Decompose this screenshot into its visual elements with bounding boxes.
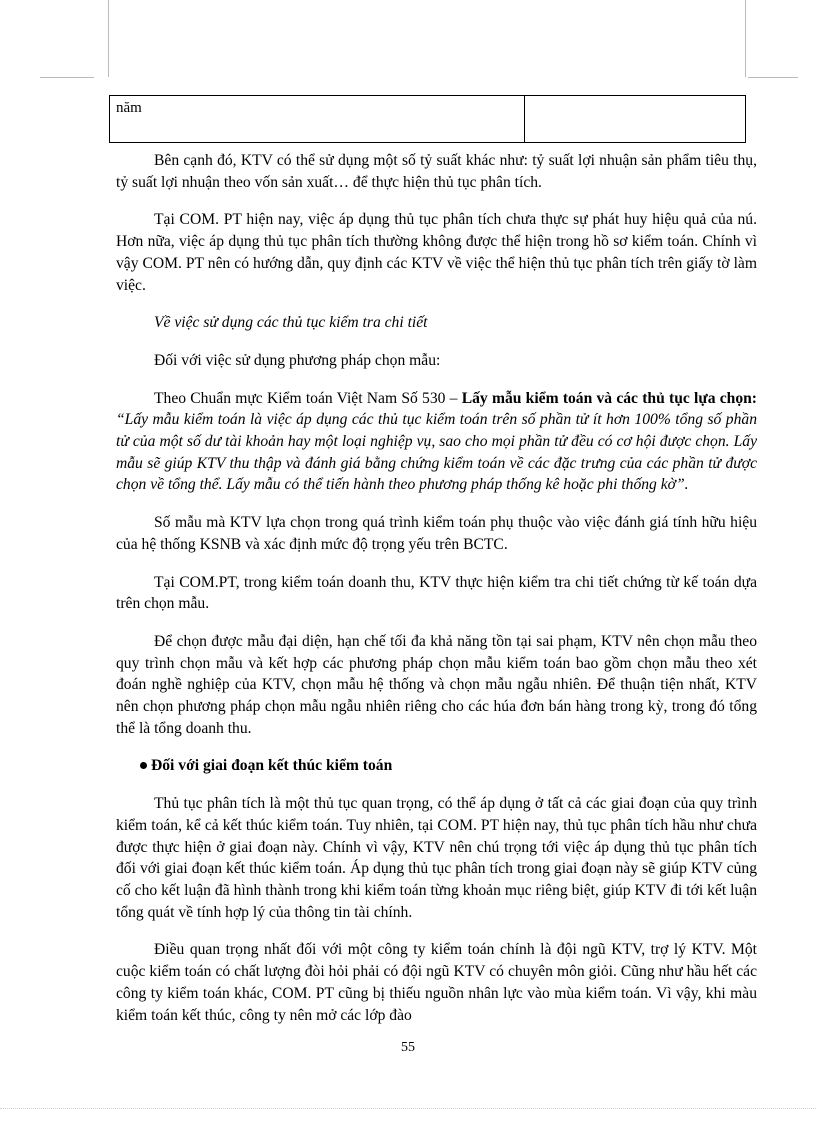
- paragraph: Tại COM. PT hiện nay, việc áp dụng thủ tục phân tích chưa thực sự phát huy hiệu quả của nú. Hơn nữa, việc áp dụng thủ tục phân tích thường không được thể hiện trong hồ sơ kiểm toán. Chính vì vậy COM. PT nên có hướng dẫn, quy định các KTV về việc thể hiện thủ tục phân tích trên giấy tờ làm việc.: [116, 211, 757, 294]
- crop-mark-top-right-horizontal: [748, 77, 798, 78]
- paragraph: Để chọn được mẫu đại diện, hạn chế tối đa khả năng tồn tại sai phạm, KTV nên chọn mẫu theo quy trình chọn mẫu và kết hợp các phương pháp chọn mẫu kiểm toán bao gồm chọn mẫu theo xét đoán nghề nghiệp của KTV, chọn mẫu hệ thống và chọn mẫu ngẫu nhiên. Để thuận tiện nhất, KTV nên chọn phương pháp chọn mẫu ngẫu nhiên riêng cho các húa đơn bán hàng trong kỳ, trong đó tổng thể là tổng doanh thu.: [116, 632, 757, 737]
- table-row: [110, 96, 746, 143]
- paragraph-standard-530: [116, 388, 757, 497]
- paragraph-lead: Theo Chuẩn mực Kiểm toán Việt Nam Số 530 –: [154, 389, 458, 407]
- bullet-heading: [116, 755, 757, 777]
- standard-quote: “Lấy mẫu kiểm toán là việc áp dụng các thủ tục kiểm toán trên số phần tử ít hơn 100% tổng số phần tử của một số dư tài khoản hay một loại nghiệp vụ, sao cho mọi phần tử đều có cơ hội được chọn. Lấy mẫu sẽ giúp KTV thu thập và đánh giá bằng chứng kiểm toán về các đặc trưng của các phần tử được chọn về tổng thể. Lấy mẫu có thể tiến hành theo phương pháp thống kê hoặc phi thống kờ”.: [116, 411, 757, 494]
- paragraph: Tại COM.PT, trong kiểm toán doanh thu, KTV thực hiện kiểm tra chi tiết chứng từ kế toán dựa trên chọn mẫu.: [116, 573, 757, 613]
- bullet-heading-text: Đối với giai đoạn kết thúc kiểm toán: [151, 757, 393, 775]
- paragraph: Thủ tục phân tích là một thủ tục quan trọng, có thể áp dụng ở tất cả các giai đoạn của quy trình kiểm toán, kể cả kết thúc kiểm toán. Tuy nhiên, tại COM. PT hiện nay, thủ tục phân tích hầu như chưa được thực hiện ở giai đoạn này. Chính vì vậy, KTV nên chú trọng tới việc áp dụng thủ tục phân tích đối với giai đoạn kết thúc kiểm toán. Áp dụng thủ tục phân tích trong giai đoạn này sẽ giúp KTV củng cố cho kết luận đã hình thành trong khi kiểm toán từng khoản mục riêng biệt, giúp KTV đi tới kết luận tổng quát về tính hợp lý của thông tin tài chính.: [116, 795, 757, 921]
- paragraph: Điều quan trọng nhất đối với một công ty kiểm toán chính là đội ngũ KTV, trợ lý KTV. Một cuộc kiểm toán có chất lượng đòi hỏi phải có đội ngũ KTV có chuyên môn giỏi. Cũng như hầu hết các công ty kiểm toán khác, COM. PT cũng bị thiếu nguồn nhân lực vào mùa kiểm toán. Vì vậy, khi màu kiểm toán kết thúc, công ty nên mở các lớp đào: [116, 941, 757, 1024]
- crop-mark-top-left-horizontal: [40, 77, 94, 78]
- section-heading: Về việc sử dụng các thủ tục kiểm tra chi tiết: [154, 314, 428, 332]
- page-number: 55: [401, 1040, 415, 1055]
- page-bottom-divider: [0, 1108, 816, 1109]
- standard-title: Lấy mẫu kiểm toán và các thủ tục lựa chọn:: [461, 389, 757, 407]
- paragraph: Đối với việc sử dụng phương pháp chọn mẫu:: [154, 351, 441, 369]
- paragraph: Bên cạnh đó, KTV có thể sử dụng một số tỷ suất khác như: tỷ suất lợi nhuận sản phẩm tiêu thụ, tỷ suất lợi nhuận theo vốn sản xuất… để thực hiện thủ tục phân tích.: [116, 152, 757, 191]
- table-cell: [525, 96, 746, 143]
- crop-mark-top-right: [745, 0, 746, 77]
- crop-mark-top-left: [94, 0, 109, 77]
- paragraph: Số mẫu mà KTV lựa chọn trong quá trình kiểm toán phụ thuộc vào việc đánh giá tính hữu hiệu của hệ thống KSNB và xác định mức độ trọng yếu trên BCTC.: [116, 514, 757, 553]
- bullet-icon: [140, 762, 147, 769]
- table-cell: năm: [110, 96, 525, 143]
- body-text: [116, 150, 757, 1042]
- continued-table: [109, 95, 746, 143]
